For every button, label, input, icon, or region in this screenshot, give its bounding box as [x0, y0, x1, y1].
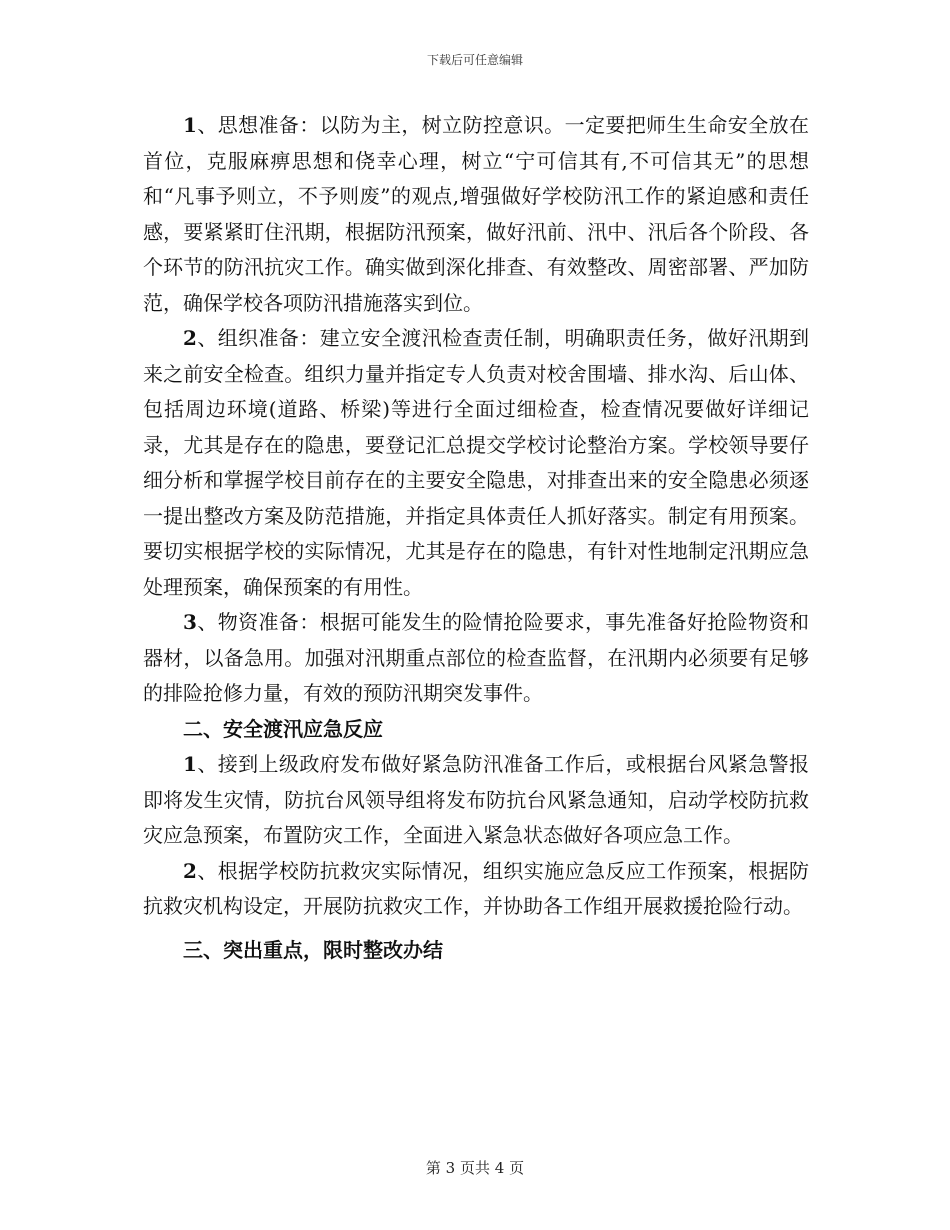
paragraph-number: 2	[183, 326, 197, 350]
section-heading-rectification: 三、突出重点，限时整改办结	[183, 937, 443, 962]
page-footer: 第 3 页共 4 页	[425, 1159, 525, 1177]
paragraph-text: 、组织准备：建立安全渡汛检查责任制，明确职责任务，做好汛期到来之前安全检查。组织力量并指定专人负责对校舍围墙、排水沟、后山体、包括周边环境(道路、桥梁)等进行全面过细检查，检查情况要做好详细记录，尤其是存在的隐患，要登记汇总提交学校讨论整治方案。学校领导要仔细分析和掌握学校目前存在的主要安全隐患，对排查出来的安全隐患必须逐一提出整改方案及防范措施，并指定具体责任人抓好落实。制定有用预案。要切实根据学校的实际情况，尤其是存在的隐患，有针对性地制定汛期应急处理预案，确保预案的有用性。	[143, 326, 809, 599]
paragraph-number: 2	[183, 858, 197, 883]
section-heading-emergency-response: 二、安全渡汛应急反应	[183, 716, 383, 741]
paragraph-material-preparation	[143, 605, 809, 712]
paragraph-emergency-implementation	[143, 854, 809, 925]
page-header: 下载后可任意编辑	[426, 53, 523, 67]
paragraph-number: 1	[183, 113, 197, 137]
paragraph-number: 3	[183, 610, 197, 634]
paragraph-text: 、思想准备：以防为主，树立防控意识。一定要把师生生命安全放在首位，克服麻痹思想和侥幸心理，树立“宁可信其有,不可信其无”的思想和“凡事予则立，不予则废”的观点,增强做好学校防汛工作的紧迫感和责任感，要紧紧盯住汛期，根据防汛预案，做好汛前、汛中、汛后各个阶段、各个环节的防汛抗灾工作。确实做到深化排查、有效整改、周密部署、严加防范，确保学校各项防汛措施落实到位。	[143, 113, 809, 315]
paragraph-text: 、根据学校防抗救灾实际情况，组织实施应急反应工作预案，根据防抗救灾机构设定，开展防抗救灾工作，并协助各工作组开展救援抢险行动。	[143, 858, 809, 918]
paragraph-thought-preparation	[143, 108, 809, 321]
paragraph-number: 1	[183, 752, 197, 776]
document-body	[143, 108, 809, 968]
paragraph-emergency-notice	[143, 747, 809, 854]
paragraph-organization-preparation	[143, 321, 809, 605]
paragraph-text: 、接到上级政府发布做好紧急防汛准备工作后，或根据台风紧急警报即将发生灾情，防抗台风领导组将发布防抗台风紧急通知，启动学校防抗救灾应急预案，布置防灾工作，全面进入紧急状态做好各项应急工作。	[143, 752, 809, 847]
paragraph-text: 、物资准备：根据可能发生的险情抢险要求，事先准备好抢险物资和器材，以备急用。加强对汛期重点部位的检查监督，在汛期内必须要有足够的排险抢修力量，有效的预防汛期突发事件。	[143, 610, 809, 705]
